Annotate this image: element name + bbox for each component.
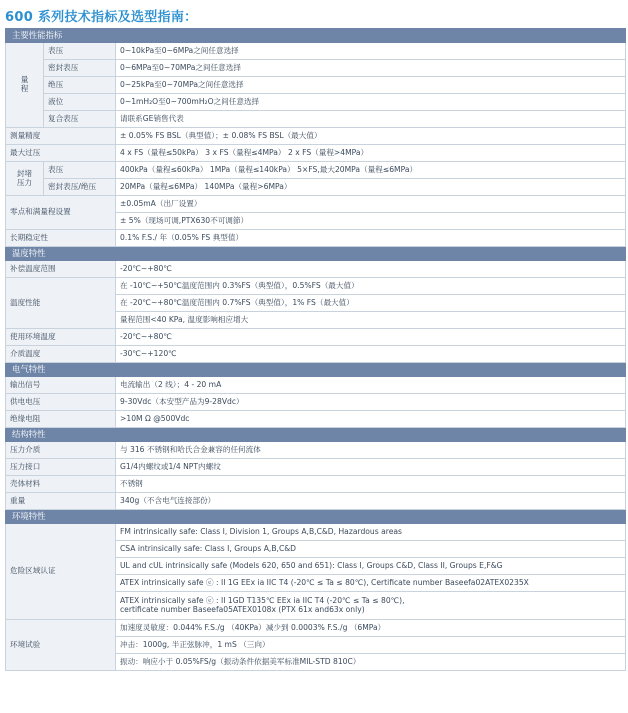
insulation-value: >10M Ω @500Vdc	[116, 411, 626, 428]
table-row	[6, 230, 626, 247]
env-test-label: 环境试验	[6, 620, 116, 671]
spec-table	[5, 28, 626, 671]
connection-label: 压力接口	[6, 459, 116, 476]
table-row	[6, 459, 626, 476]
table-row	[6, 94, 626, 111]
table-row	[6, 261, 626, 278]
media-temp-value: -30℃~+120℃	[116, 346, 626, 363]
table-row	[6, 620, 626, 637]
supply-value: 9-30Vdc（本安型产品为9-28Vdc）	[116, 394, 626, 411]
range-label: 密封表压	[44, 60, 116, 77]
range-label: 绝压	[44, 77, 116, 94]
accuracy-value: ± 0.05% FS BSL（典型值）；± 0.08% FS BSL（最大值）	[116, 128, 626, 145]
zero-span-value: ±0.05mA（出厂设置）	[116, 196, 626, 213]
range-label: 液位	[44, 94, 116, 111]
page-title: 600 系列技术指标及选型指南：	[5, 10, 198, 25]
output-value: 电流输出（2 线）；4 - 20 mA	[116, 377, 626, 394]
operating-temp-label: 使用环境温度	[6, 329, 116, 346]
range-value: 0~25kPa至0~70MPa之间任意选择	[116, 77, 626, 94]
burst-value: 20MPa（量程≤6MPa） 140MPa（量程>6MPa）	[116, 179, 626, 196]
range-value: 0~1mH₂O至0~700mH₂O之间任意选择	[116, 94, 626, 111]
env-test-value: 振动：响应小于 0.05%FS/g（振动条件依据美军标准MIL-STD 810C）	[116, 654, 626, 671]
range-value: 0~6MPa至0~70MPa之间任意选择	[116, 60, 626, 77]
weight-label: 重量	[6, 493, 116, 510]
section-structure	[6, 428, 626, 442]
hazardous-value: FM intrinsically safe: Class I, Division 1, Groups A,B,C&D, Hazardous areas	[116, 524, 626, 541]
media-label: 压力介质	[6, 442, 116, 459]
burst-label: 表压	[44, 162, 116, 179]
section-performance	[6, 29, 626, 43]
section-electrical	[6, 363, 626, 377]
section-title: 电气特性	[6, 363, 626, 377]
overpressure-value: 4 x FS（量程≤50kPa） 3 x FS（量程≤4MPa） 2 x FS（量程>4MPa）	[116, 145, 626, 162]
section-temperature	[6, 247, 626, 261]
range-label: 复合表压	[44, 111, 116, 128]
table-row	[6, 43, 626, 60]
zero-span-label: 零点和满量程设置	[6, 196, 116, 230]
table-row	[6, 128, 626, 145]
insulation-label: 绝缘电阻	[6, 411, 116, 428]
table-row	[6, 196, 626, 213]
table-row	[6, 411, 626, 428]
table-row	[6, 111, 626, 128]
hazardous-value: UL and cUL intrinsically safe (Models 620, 650 and 651): Class I, Groups C&D, Class II, Groups E,F&G	[116, 558, 626, 575]
table-row	[6, 377, 626, 394]
weight-value: 340g（不含电气连接部份）	[116, 493, 626, 510]
accuracy-label: 测量精度	[6, 128, 116, 145]
range-label: 表压	[44, 43, 116, 60]
temp-perf-value: 量程范围<40 KPa, 温度影响相应增大	[116, 312, 626, 329]
env-test-value: 加速度灵敏度：0.044% F.S./g （40KPa）减少到 0.0003% F.S./g （6MPa）	[116, 620, 626, 637]
compensated-value: -20℃~+80℃	[116, 261, 626, 278]
table-row	[6, 476, 626, 493]
section-environment	[6, 510, 626, 524]
burst-group-label: 封堵 压力	[6, 162, 44, 196]
connection-value: G1/4内螺纹或1/4 NPT内螺纹	[116, 459, 626, 476]
housing-value: 不锈钢	[116, 476, 626, 493]
hazardous-value: ATEX intrinsically safe ⓔ : II 1G EEx ia IIC T4 (-20℃ ≤ Ta ≤ 80℃), Certificate number Baseefa02ATEX0235X	[116, 575, 626, 592]
table-row	[6, 278, 626, 295]
table-row	[6, 524, 626, 541]
burst-label: 密封表压/绝压	[44, 179, 116, 196]
table-row	[6, 346, 626, 363]
range-value: 0~10kPa至0~6MPa之间任意选择	[116, 43, 626, 60]
section-title: 环境特性	[6, 510, 626, 524]
burst-value: 400kPa（量程≤60kPa） 1MPa（量程≤140kPa） 5×FS,最大20MPa（量程≤6MPa）	[116, 162, 626, 179]
table-row	[6, 179, 626, 196]
section-title: 主要性能指标	[6, 29, 626, 43]
operating-temp-value: -20℃~+80℃	[116, 329, 626, 346]
table-row	[6, 442, 626, 459]
range-group-label: 量 程	[6, 43, 44, 128]
table-row	[6, 145, 626, 162]
hazardous-line: certificate number Baseefa05ATEX0108x (PTX 61x and63x only)	[120, 604, 365, 614]
range-value: 请联系GE销售代表	[116, 111, 626, 128]
hazardous-value-multiline	[116, 592, 626, 620]
table-row	[6, 493, 626, 510]
table-row	[6, 77, 626, 94]
section-title: 结构特性	[6, 428, 626, 442]
env-test-value: 冲击：1000g, 半正弦脉冲，1 mS （三向）	[116, 637, 626, 654]
temp-perf-value: 在 -10℃~+50℃温度范围内 0.3%FS（典型值），0.5%FS（最大值）	[116, 278, 626, 295]
zero-span-value: ± 5%（现场可调,PTX630不可调節）	[116, 213, 626, 230]
media-value: 与 316 不锈钢和哈氏合金兼容的任何流体	[116, 442, 626, 459]
table-row	[6, 60, 626, 77]
stability-label: 长期稳定性	[6, 230, 116, 247]
housing-label: 壳体材料	[6, 476, 116, 493]
supply-label: 供电电压	[6, 394, 116, 411]
table-row	[6, 394, 626, 411]
stability-value: 0.1% F.S./ 年（0.05% FS 典型值）	[116, 230, 626, 247]
hazardous-line: ATEX intrinsically safe ⓔ : II 1GD T135℃ EEx ia IIC T4 (-20℃ ≤ Ta ≤ 80℃),	[120, 595, 405, 605]
overpressure-label: 最大过压	[6, 145, 116, 162]
table-row	[6, 329, 626, 346]
table-row	[6, 162, 626, 179]
hazardous-value: CSA intrinsically safe: Class I, Groups A,B,C&D	[116, 541, 626, 558]
compensated-label: 补偿温度范围	[6, 261, 116, 278]
hazardous-label: 危险区域认证	[6, 524, 116, 620]
media-temp-label: 介质温度	[6, 346, 116, 363]
section-title: 温度特性	[6, 247, 626, 261]
temp-perf-value: 在 -20℃~+80℃温度范围内 0.7%FS（典型值），1% FS（最大值）	[116, 295, 626, 312]
output-label: 输出信号	[6, 377, 116, 394]
temp-perf-label: 温度性能	[6, 278, 116, 329]
